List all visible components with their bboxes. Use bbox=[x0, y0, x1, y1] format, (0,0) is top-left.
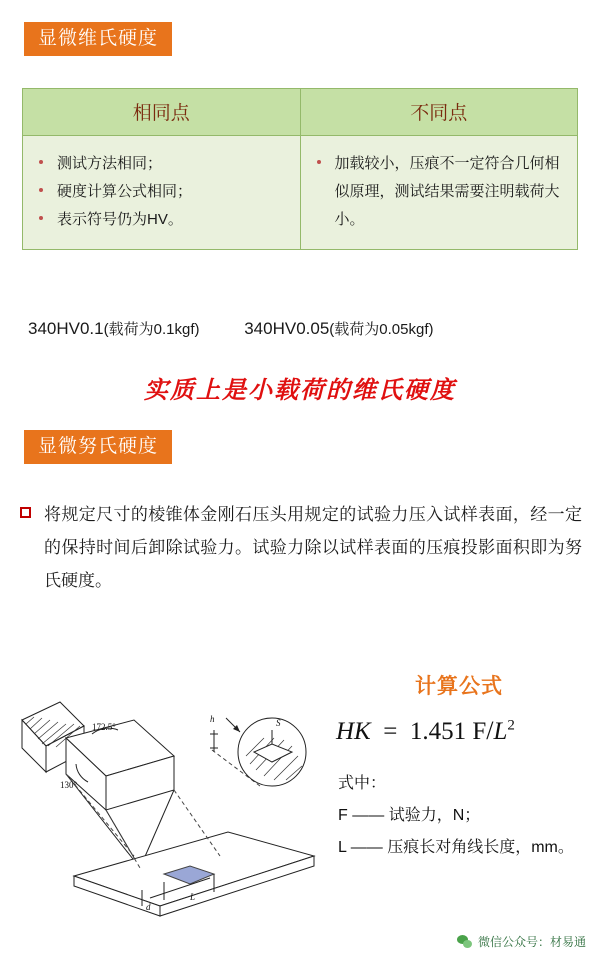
hv-examples-line bbox=[28, 318, 580, 339]
formula-symbol: HK bbox=[336, 718, 371, 745]
legend-row-l bbox=[338, 832, 588, 864]
legend-dash-l: —— bbox=[350, 839, 383, 856]
legend-row-f bbox=[338, 800, 588, 832]
wechat-icon bbox=[457, 935, 472, 948]
legend-where-label: 式中： bbox=[338, 775, 387, 792]
list-item-label: 测试方法相同； bbox=[57, 155, 163, 172]
figure-label-d: d bbox=[146, 902, 151, 912]
bullet-dot-icon bbox=[317, 160, 321, 164]
formula-equals: = bbox=[383, 718, 398, 745]
legend-symbol-l: L bbox=[338, 839, 347, 856]
same-points-list bbox=[35, 150, 288, 233]
formula-denominator: L bbox=[493, 718, 508, 745]
bullet-dot-icon bbox=[39, 216, 43, 220]
list-item-label: 硬度计算公式相同； bbox=[57, 182, 193, 200]
hv-example-1-value: 340HV0.1 bbox=[28, 319, 104, 338]
formula-coefficient: 1.451 bbox=[409, 718, 467, 745]
formula-legend bbox=[338, 768, 588, 864]
table-header-diff: 不同点 bbox=[300, 89, 578, 136]
diagram-svg bbox=[14, 660, 330, 920]
bullet-dot-icon bbox=[39, 188, 43, 192]
figure-label-angle-top: 172.5° bbox=[92, 722, 116, 732]
knoop-formula: HK = 1.451 $F/L^2$ bbox=[336, 716, 515, 745]
legend-text-f: 试验力，N； bbox=[388, 807, 481, 824]
section-tag-knoop: 显微努氏硬度 bbox=[24, 430, 172, 464]
list-item-label: 表示符号仍为HV。 bbox=[57, 210, 183, 228]
section-tag-vickers: 显微维氏硬度 bbox=[24, 22, 172, 56]
formula-denominator-exponent: 2 bbox=[507, 717, 515, 734]
table-cell-same-points bbox=[23, 136, 301, 250]
table-header-same: 相同点 bbox=[23, 89, 301, 136]
list-item bbox=[35, 150, 288, 178]
hv-example-1-note: (载荷为0.1kgf) bbox=[103, 321, 200, 338]
list-item bbox=[35, 206, 288, 234]
hv-example-1 bbox=[28, 319, 199, 338]
bullet-dot-icon bbox=[39, 160, 43, 164]
square-bullet-icon bbox=[20, 507, 31, 518]
hv-example-2-note: (载荷为0.05kgf) bbox=[329, 321, 434, 338]
footer-text: 微信公众号：材易通 bbox=[477, 935, 586, 949]
hv-example-2-value: 340HV0.05 bbox=[244, 319, 330, 338]
list-item-label: 加载较小，压痕不一定符合几何相似原理，测试结果需要注明载荷大小。 bbox=[334, 155, 560, 228]
knoop-indenter-diagram bbox=[14, 660, 330, 920]
figure-label-s: S bbox=[276, 718, 281, 728]
legend-text-l: 压痕长对角线长度，mm。 bbox=[387, 839, 574, 856]
knoop-definition-paragraph bbox=[18, 498, 582, 597]
diff-points-list bbox=[313, 150, 566, 233]
comparison-table bbox=[22, 88, 578, 250]
table-cell-diff-points bbox=[300, 136, 578, 250]
legend-symbol-f: F bbox=[338, 807, 348, 824]
list-item bbox=[35, 178, 288, 206]
red-emphasis-text: 实质上是小载荷的维氏硬度 bbox=[144, 378, 456, 404]
table-header-row bbox=[23, 89, 578, 136]
formula-panel bbox=[330, 660, 588, 864]
hv-example-2 bbox=[244, 319, 433, 338]
figure-label-angle-side: 130° bbox=[60, 780, 78, 790]
list-item bbox=[313, 150, 566, 233]
legend-dash-f: —— bbox=[352, 807, 385, 824]
figure-label-L: L bbox=[190, 892, 196, 902]
formula-title: 计算公式 bbox=[415, 675, 503, 698]
table-row bbox=[23, 136, 578, 250]
figure-label-h: h bbox=[210, 714, 215, 724]
knoop-definition-text: 将规定尺寸的棱锥体金刚石压头用规定的试验力压入试样表面，经一定的保持时间后卸除试验力。试验力除以试样表面的压痕投影面积即为努氏硬度。 bbox=[44, 505, 582, 591]
formula-numerator: F bbox=[472, 718, 487, 745]
footer-watermark bbox=[457, 933, 586, 950]
